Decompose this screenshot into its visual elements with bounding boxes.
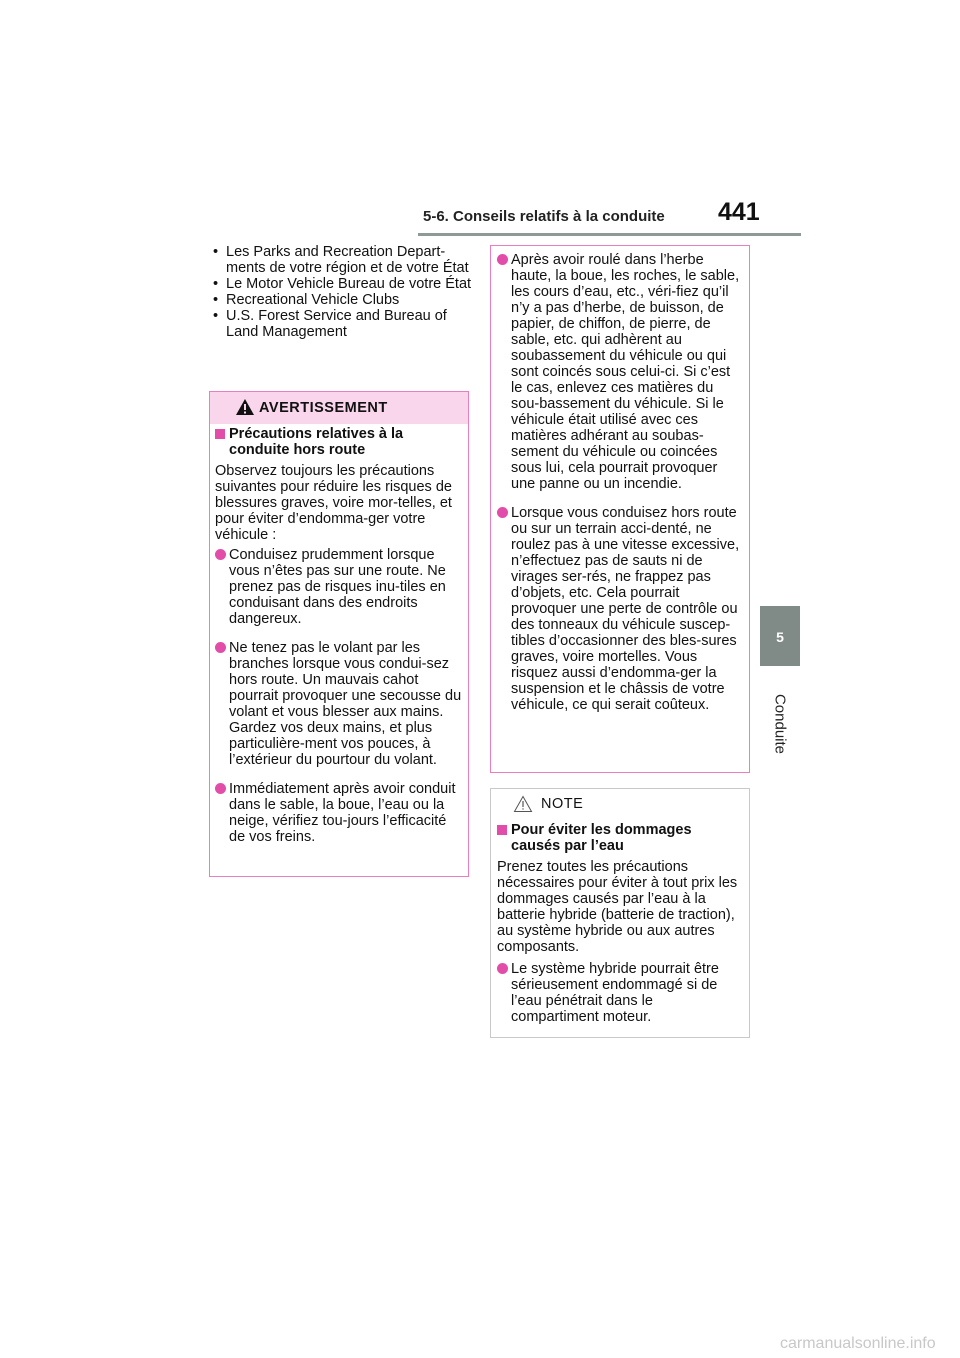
warning-subheading: Précautions relatives à la conduite hors route xyxy=(215,426,462,458)
bullet-dot: • xyxy=(213,276,219,292)
list-item: • Recreational Vehicle Clubs xyxy=(213,292,400,308)
page-number: 441 xyxy=(718,198,760,226)
warning-box-continued xyxy=(490,245,750,773)
note-header xyxy=(491,789,749,821)
header-rule xyxy=(418,233,801,236)
circle-bullet-icon xyxy=(497,254,508,265)
note-title: NOTE xyxy=(541,796,584,812)
chapter-label-wrap xyxy=(760,676,800,772)
caution-outline-triangle-icon xyxy=(513,795,533,813)
note-subheading: Pour éviter les dommages causés par l’eau xyxy=(497,822,743,854)
list-item: Après avoir roulé dans l’herbe haute, la boue, les roches, le sable, les cours d’eau, etc., véri-fiez qu’il n’y a pas d’herbe, de buisson, de papier, de chiffon, de pierre, de sable, etc. qui adhèrent au soubassement du véhicule ou qui sont coincés sous celui-ci. Si c’est le cas, enlevez ces matières du sou-bassement du véhicule. Si le véhicule était utilisé avec ces matières adhérant au soubas-sement du véhicule ou coincées sous lui, cela pourrait provoquer une panne ou un incendie. xyxy=(497,252,742,492)
bullet-dot: • xyxy=(213,308,219,324)
note-body xyxy=(491,822,749,1025)
list-item: • Les Parks and Recreation Depart-ments de votre région et de votre État xyxy=(213,244,469,276)
watermark: carmanualsonline.info xyxy=(780,1335,936,1352)
circle-bullet-icon xyxy=(215,642,226,653)
circle-bullet-icon xyxy=(215,783,226,794)
chapter-number: 5 xyxy=(776,629,784,645)
warning-intro: Observez toujours les précautions suivantes pour réduire les risques de blessures graves, voire mor-telles, et pour éviter d’endomma-ger votre véhicule : xyxy=(215,463,452,543)
page-header xyxy=(0,0,960,240)
list-item: Ne tenez pas le volant par les branches lorsque vous condui-sez hors route. Un mauvais cahot pourrait provoquer une secousse du volant et vous blesser aux mains. Gardez vos deux mains, et plus particulière-ment vos pouces, à l’extérieur du pourtour du volant. xyxy=(215,640,462,768)
list-item: Conduisez prudemment lorsque vous n’êtes pas sur une route. Ne prenez pas de risques inu-tiles en conduisant dans des endroits dangereux. xyxy=(215,547,462,627)
list-item: • Le Motor Vehicle Bureau de votre État xyxy=(213,276,472,292)
circle-bullet-icon xyxy=(497,507,508,518)
note-intro: Prenez toutes les précautions nécessaires pour éviter à tout prix les dommages causés par l’eau à la batterie hybride (batterie de traction), au système hybride ou aux autres composants. xyxy=(497,859,738,955)
square-bullet-icon xyxy=(215,429,225,439)
section-title: 5-6. Conseils relatifs à la conduite xyxy=(423,208,665,225)
chapter-label: Conduite xyxy=(771,693,789,755)
square-bullet-icon xyxy=(497,825,507,835)
list-item: Lorsque vous conduisez hors route ou sur un terrain acci-denté, ne roulez pas à une vitesse excessive, n’effectuez pas de sauts ni de virages ser-rés, ne frappez pas d’objets, etc. Cela pourrait provoquer une perte de contrôle ou des tonneaux du véhicule suscep-tibles d’occasionner des bles-sures graves, voire mortelles. Vous risquez aussi d’endomma-ger la suspension et le châssis de votre véhicule, ce qui serait coûteux. xyxy=(497,505,742,713)
chapter-tab xyxy=(760,606,800,666)
warning-triangle-icon xyxy=(235,398,255,416)
list-item: Immédiatement après avoir conduit dans le sable, la boue, l’eau ou la neige, vérifiez tou-jours l’efficacité de vos freins. xyxy=(215,781,462,845)
circle-bullet-icon xyxy=(497,963,508,974)
warning-body xyxy=(210,426,468,845)
bullet-dot: • xyxy=(213,292,219,308)
warning-header xyxy=(210,392,468,424)
intro-bullet-list xyxy=(210,244,472,340)
bullet-dot: • xyxy=(213,244,219,260)
list-item: Le système hybride pourrait être sérieusement endommagé si de l’eau pénétrait dans le compartiment moteur. xyxy=(497,961,743,1025)
warning-box xyxy=(209,391,469,877)
note-box xyxy=(490,788,750,1038)
list-item: • U.S. Forest Service and Bureau of Land Management xyxy=(213,308,447,340)
warning-title: AVERTISSEMENT xyxy=(259,400,388,416)
circle-bullet-icon xyxy=(215,549,226,560)
